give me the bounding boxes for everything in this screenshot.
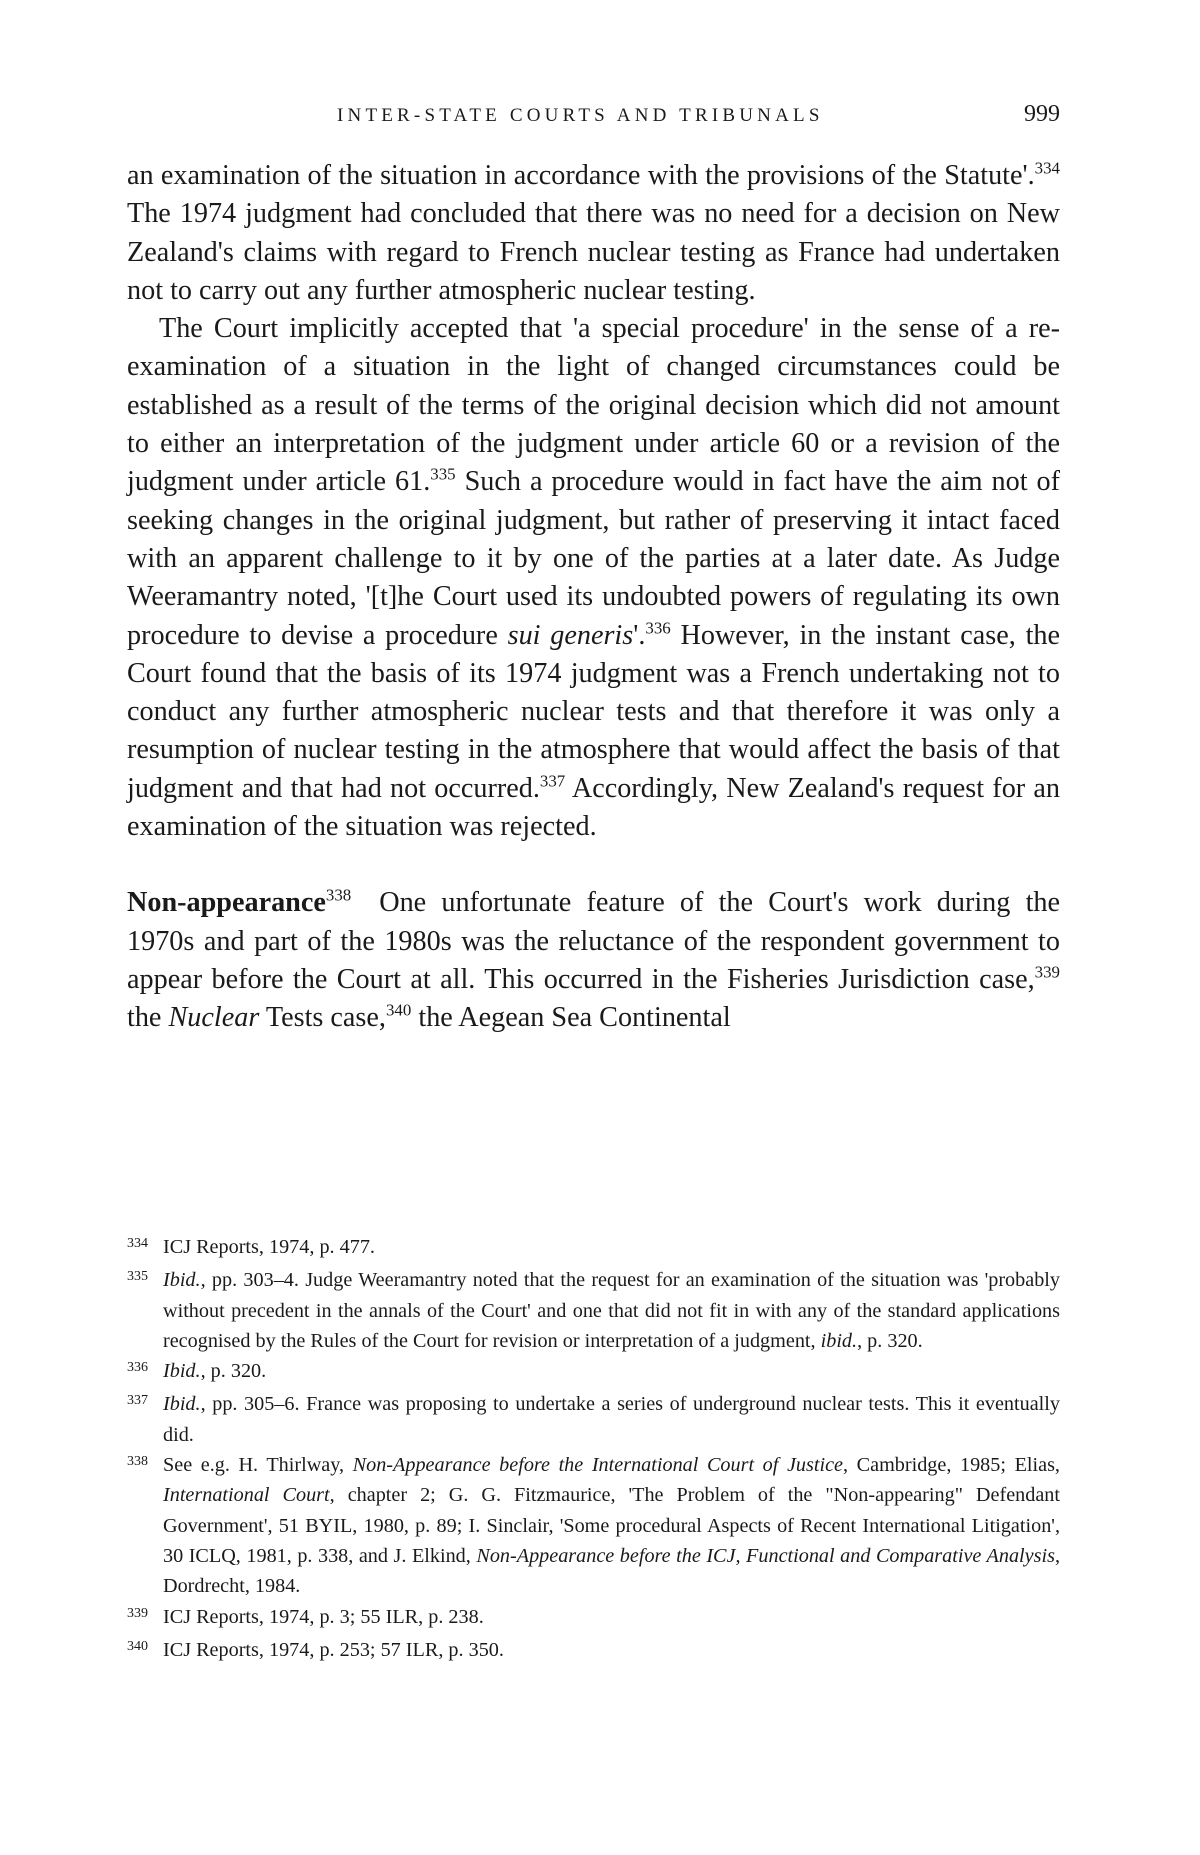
text-run: the Aegean Sea Continental <box>411 1002 731 1034</box>
footnote <box>127 1635 1060 1668</box>
footnote-italic-run: Ibid. <box>163 1269 201 1292</box>
footnote <box>127 1265 1060 1356</box>
footnote-ref[interactable]: 338 <box>325 885 352 905</box>
footnote-text-run: , chapter 2; G. G. Fitzmaurice, 'The Problem of the "Non-appearing" Defendant Government', 51 BYIL, 1980, p. 89; I. Sinclair, 'Some procedural Aspects of Recent International Litigation', 30 ICLQ, 1981, p. 338, and J. Elkind, <box>163 1484 1060 1567</box>
footnote-ref[interactable]: 339 <box>1034 962 1060 982</box>
footnote <box>127 1389 1060 1450</box>
footnote-number: 335 <box>127 1269 148 1285</box>
footnote-text <box>163 1356 1060 1386</box>
footnote-text <box>163 1232 1060 1262</box>
footnote-text <box>163 1450 1060 1601</box>
paragraph-3 <box>127 884 1060 1037</box>
paragraph-2 <box>127 310 1060 846</box>
footnote-number: 338 <box>127 1454 148 1470</box>
text-run: the <box>127 1002 169 1034</box>
footnote-text <box>163 1389 1060 1450</box>
page-number: 999 <box>1024 101 1060 127</box>
section-heading: Non-appearance <box>127 887 326 919</box>
footnote-text-run: ICJ Reports, 1974, p. 253; 57 ILR, p. 350. <box>163 1638 504 1661</box>
footnote-italic-run: ibid. <box>820 1329 858 1352</box>
text-run: '. <box>633 619 646 651</box>
footnote-italic-run: Non-Appearance before the ICJ, Functional and Comparative Analysis <box>476 1544 1055 1567</box>
footnote-ref[interactable]: 335 <box>430 464 456 484</box>
footnote-ref[interactable]: 334 <box>1034 158 1060 178</box>
footnote-number: 340 <box>127 1638 148 1654</box>
footnote <box>127 1450 1060 1601</box>
footnote-text-run: , pp. 305–6. France was proposing to undertake a series of underground nuclear tests. This it eventually did. <box>163 1393 1060 1446</box>
footnote-text-run: , p. 320. <box>200 1360 267 1383</box>
text-run: an examination of the situation in accordance with the provisions of the Statute'. <box>127 160 1035 191</box>
footnote-italic-run: Non-Appearance before the International Court of Justice <box>352 1454 844 1477</box>
footnote-italic-run: Ibid. <box>163 1393 201 1416</box>
footnote-text-run: , Cambridge, 1985; Elias, <box>843 1454 1060 1477</box>
footnote-text <box>163 1635 1060 1665</box>
footnote-ref[interactable]: 340 <box>385 1000 412 1020</box>
footnote-text-run: , Dordrecht, 1984. <box>163 1544 1060 1598</box>
footnote <box>127 1602 1060 1635</box>
footnote-number: 337 <box>127 1393 148 1409</box>
footnote-ref[interactable]: 337 <box>539 771 566 791</box>
footnote-text-run: ICJ Reports, 1974, p. 3; 55 ILR, p. 238. <box>163 1605 484 1628</box>
footnote <box>127 1356 1060 1389</box>
italic-run: sui generis <box>507 619 634 651</box>
footnote-text <box>163 1265 1060 1356</box>
running-title: INTER-STATE COURTS AND TRIBUNALS <box>337 105 824 126</box>
text-run: Such a procedure would in fact have the aim not of seeking changes in the original judgment, but rather of preserving it intact faced with an apparent challenge to it by one of the parties at a later date. As Judge Weeramantry noted, '[t]he Court used its undoubted powers of regulating its own procedure to devise a procedure <box>127 466 1060 651</box>
footnote-text-run: ICJ Reports, 1974, p. 477. <box>163 1236 375 1258</box>
footnote-text-run: , pp. 303–4. Judge Weeramantry noted that the request for an examination of the situation was 'probably without precedent in the annals of the Court' and one that did not fit in with any of the standard applications recognised by the Rules of the Court for revision or interpretation of a judgment, <box>163 1269 1060 1352</box>
body-text <box>127 157 1060 1038</box>
text-run: One unfortunate feature of the Court's work during the 1970s and part of the 1980s was the reluctance of the respondent government to appear before the Court at all. This occurred in the Fisheries Jurisdiction case, <box>127 887 1060 995</box>
footnote-ref[interactable]: 336 <box>645 618 671 638</box>
footnote-number: 336 <box>127 1360 148 1376</box>
text-run: The 1974 judgment had concluded that there was no need for a decision on New Zealand's claims with regard to French nuclear testing as France had undertaken not to carry out any further atmospheric nuclear testing. <box>127 198 1060 306</box>
footnote-italic-run: Ibid. <box>163 1360 201 1383</box>
text-run: Tests case, <box>259 1002 386 1034</box>
text-run: However, in the instant case, the Court found that the basis of its 1974 judgment was a French undertaking not to conduct any further atmospheric nuclear tests and that therefore it was only a resumption of nuclear testing in the atmosphere that would affect the basis of that judgment and that had not occurred. <box>127 619 1061 804</box>
text-run: Accordingly, New Zealand's request for an examination of the situation was rejected. <box>127 772 1060 843</box>
footnote-text-run: , p. 320. <box>857 1329 923 1352</box>
footnote-text-run: See e.g. H. Thirlway, <box>163 1454 353 1477</box>
text-run: The Court implicitly accepted that 'a special procedure' in the sense of a re-examination of a situation in the light of changed circumstances could be established as a result of the terms of the original decision which did not amount to either an interpretation of the judgment under article 60 or a revision of the judgment under article 61. <box>127 313 1060 498</box>
paragraph-1 <box>127 157 1060 310</box>
footnote-italic-run: International Court <box>163 1484 330 1507</box>
footnote-number: 339 <box>127 1605 148 1621</box>
page-content <box>127 95 1060 1038</box>
running-head <box>127 95 1060 139</box>
footnote <box>127 1232 1060 1265</box>
footnote-text <box>163 1602 1060 1632</box>
footnote-number: 334 <box>127 1236 148 1251</box>
italic-run: Nuclear <box>168 1002 260 1034</box>
footnotes <box>127 1232 1060 1668</box>
